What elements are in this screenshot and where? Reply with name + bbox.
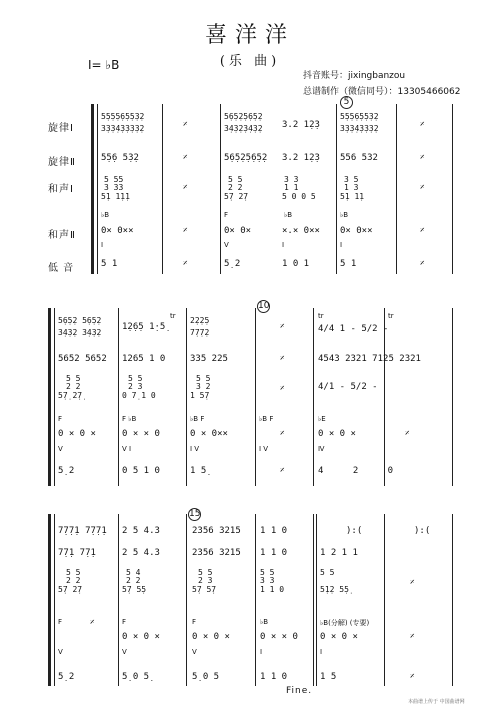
harmony-2-rhythm: 0 × × 0	[122, 429, 160, 439]
chord-symbol: F	[58, 618, 63, 626]
barline	[313, 308, 314, 486]
bass-notes: 5̣ 2	[224, 259, 241, 269]
melody-1-rest: ):(	[346, 526, 363, 536]
harmony-1-mid: 1 3	[344, 183, 359, 192]
repeat-sign: 𝄎	[410, 632, 415, 642]
repeat-sign: 𝄎	[280, 429, 285, 439]
harmony-1-top: 5 5	[66, 568, 81, 577]
system-bracket	[48, 308, 51, 486]
barline	[452, 104, 453, 274]
repeat-sign: 𝄎	[280, 466, 285, 476]
melody-2: 1 1 0	[260, 548, 288, 558]
harmony-1-bottom: 5̣7 5̣7	[192, 585, 217, 594]
roman-numeral: V	[58, 445, 63, 453]
harmony-1-bottom: 5̣7̣ 2̣7̣	[58, 391, 83, 400]
melody-2: 3.2 1̣2̣3	[282, 153, 320, 163]
melody-2: 5̣5̣6 5̣3̣2	[101, 153, 139, 163]
harmony-1-top: 5 5	[128, 374, 143, 383]
watermark: 本曲谱上传于 中国曲谱网	[408, 699, 465, 705]
harmony-1-top: 5 5	[196, 374, 211, 383]
harmony-2-rhythm: 0 × 0 ×	[122, 632, 160, 642]
chord-symbol: F ♭B	[122, 415, 137, 423]
melody-1: 3.2 1̣2̣3	[282, 120, 320, 130]
chord-symbol: F	[192, 618, 197, 626]
melody-2: 1265 1 0	[122, 354, 166, 364]
melody-1-upper: 5̣5̣5̣5̣6̣5̣5̣3̣2	[101, 112, 145, 121]
roman-numeral: I V	[190, 445, 200, 453]
melody-2: 5652 5652	[58, 354, 107, 364]
melody-1: 2 5 4.3	[122, 526, 160, 536]
bass-notes: 5̣ 2	[58, 466, 75, 476]
roman-numeral: V	[192, 648, 197, 656]
key-signature: I= ♭B	[88, 58, 120, 72]
harmony-1-bottom: 5̣1̣2 5̣5̣	[320, 585, 349, 594]
harmony-1-top: 5 5	[198, 568, 213, 577]
melody-1: 2356 3215	[192, 526, 241, 536]
roman-numeral: I	[282, 241, 285, 249]
melody-2: 556 532	[340, 153, 378, 163]
barline	[255, 514, 256, 686]
chord-symbol: ♭B F	[190, 415, 205, 423]
harmony-1-bottom: 0 7̣ 1 0	[122, 391, 156, 400]
trill-mark: tr	[388, 312, 394, 320]
page-subtitle: (乐 曲)	[219, 54, 281, 69]
repeat-sign: 𝄎	[280, 322, 285, 332]
harmony-1-top: 5 5	[260, 568, 275, 577]
harmony-1-bottom: 5̣7 2̣7	[224, 192, 249, 201]
harmony-2-rhythm: 0 × 0 ×	[318, 429, 356, 439]
system-bracket	[91, 104, 94, 274]
melody-2: 2 5 4.3	[122, 548, 160, 558]
chord-symbol: ♭E	[318, 415, 326, 423]
harmony-1-top: 5 4	[126, 568, 141, 577]
melody-2: 7̣7̣1 7̣7̣1	[58, 548, 96, 558]
part-label-bass: 低 音	[48, 263, 75, 274]
bass-notes: 0 5 1 0	[122, 466, 160, 476]
system-bracket	[48, 514, 51, 686]
melody-1-upper: 5̣5̣5̣6̣5̣5̣3̣2	[340, 112, 379, 121]
repeat-sign: 𝄎	[405, 429, 410, 439]
roman-numeral: I	[260, 648, 263, 656]
repeat-sign: 𝄎	[183, 183, 188, 193]
bass-notes: 5̣ 0 5	[192, 672, 220, 682]
credit-author: 总谱制作（微信同号）：13305466062	[303, 87, 461, 97]
trill-mark: tr	[170, 312, 176, 320]
repeat-sign: 𝄎	[410, 578, 415, 588]
barline	[118, 514, 119, 686]
harmony-1-top: 5 5	[228, 175, 243, 184]
bass-notes: 1 0 1	[282, 259, 310, 269]
harmony-2-rhythm: 0 × 0 ×	[320, 632, 358, 642]
barline	[54, 514, 55, 686]
bass-notes: 5 1	[340, 259, 357, 269]
barline	[384, 308, 385, 486]
roman-numeral: Ⅳ	[318, 445, 325, 453]
harmony-2-rhythm: ×.× 0××	[282, 226, 320, 236]
bass-notes: 1 5̣	[190, 466, 207, 476]
roman-numeral: V I	[122, 445, 132, 453]
harmony-2-rhythm: 0 × 0××	[190, 429, 228, 439]
bass-notes: 1 5	[320, 672, 337, 682]
melody-1-upper: 5̣6̣5̣2̣5̣6̣5̣2	[224, 112, 263, 121]
roman-numeral: V	[122, 648, 127, 656]
harmony-2-rhythm: 0 × 0 ×	[192, 632, 230, 642]
barline	[255, 308, 256, 486]
harmony-2-rhythm: 0 × 0 ×	[58, 429, 96, 439]
repeat-sign: 𝄎	[420, 259, 425, 269]
roman-numeral: I	[101, 241, 104, 249]
barline	[97, 104, 98, 274]
melody-1: 7̣7̣7̣1 7̣7̣7̣1	[58, 526, 107, 536]
barline	[220, 104, 221, 274]
repeat-sign: 𝄎	[183, 153, 188, 163]
harmony-1-bottom: 5̣7 2̣7	[58, 585, 83, 594]
trill-mark: tr	[318, 312, 324, 320]
barline	[396, 104, 397, 274]
barline	[452, 514, 453, 686]
bass-notes: 4 2 0	[318, 466, 394, 476]
harmony-1-mid: 2 2	[126, 576, 141, 585]
credit-douyin: 抖音账号：jixingbanzou	[303, 71, 406, 81]
repeat-sign: 𝄎	[183, 120, 188, 130]
part-label-melody-2: 旋律Ⅱ	[48, 157, 76, 168]
bass-notes: 5̣ 2	[58, 672, 75, 682]
chord-symbol: F	[58, 415, 63, 423]
harmony-1: 4/1 - 5/2 -	[318, 382, 378, 392]
fine-marking: Fine.	[286, 686, 313, 696]
melody-2: 5̣6̣5̣2̣5̣6̣5̣2	[224, 153, 268, 163]
bass-notes: 5̣ 0 5̣	[122, 672, 150, 682]
melody-2: 335 225	[190, 354, 228, 364]
harmony-1-bottom: 5̣7 5̣5	[122, 585, 147, 594]
harmony-1-mid: 2 3	[128, 382, 143, 391]
barline	[186, 308, 187, 486]
harmony-1-top: 3 5	[344, 175, 359, 184]
melody-1-lower: 3̣4̣3̣2 3̣4̣3̣2	[58, 328, 102, 337]
melody-1: 1̣2̣6̣5 1̣·5̣	[122, 322, 166, 332]
repeat-sign: 𝄎	[420, 153, 425, 163]
melody-1-lower: 3̣3̣3̣4̣3̣3̣3̣3̣2	[101, 124, 145, 133]
harmony-1-bottom: 1 1 0	[260, 585, 285, 594]
melody-1-upper: 2̣2̣2̣5	[190, 316, 210, 325]
harmony-1-mid: 1 1	[284, 183, 299, 192]
harmony-1-mid: 2 2	[228, 183, 243, 192]
harmony-1-top: 5 5	[66, 374, 81, 383]
rehearsal-mark-5: 5	[340, 96, 353, 109]
barline	[316, 514, 317, 686]
repeat-sign: 𝄎	[183, 259, 188, 269]
bass-notes: 1 1 0	[260, 672, 288, 682]
harmony-1-top: 5 55	[104, 175, 124, 184]
melody-2: 2356 3215	[192, 548, 241, 558]
barline	[384, 514, 385, 686]
melody-1-rest: ):(	[414, 526, 431, 536]
harmony-1-mid: 3 3	[260, 576, 275, 585]
harmony-1-mid: 2 2	[66, 382, 81, 391]
chord-symbol: ♭B	[340, 211, 349, 219]
barline	[313, 514, 314, 686]
melody-1: 4/4 1 - 5/2 -	[318, 324, 389, 334]
rehearsal-mark-10: 10	[258, 301, 270, 311]
repeat-sign: 𝄎	[280, 354, 285, 364]
chord-symbol: ♭B	[284, 211, 293, 219]
chord-symbol: ♭B	[260, 618, 269, 626]
repeat-sign: 𝄎	[183, 226, 188, 236]
harmony-1-top: 5 5	[320, 568, 335, 577]
melody-1-lower: 7̣7̣7̣2	[190, 328, 210, 337]
part-label-harmony-1: 和声Ⅰ	[48, 184, 74, 195]
repeat-sign: 𝄎	[420, 120, 425, 130]
part-label-melody-1: 旋律Ⅰ	[48, 123, 74, 134]
harmony-1-mid: 3 2	[196, 382, 211, 391]
roman-numeral: I	[340, 241, 343, 249]
barline	[186, 514, 187, 686]
barline	[162, 104, 163, 274]
chord-symbol: ♭B F	[259, 415, 274, 423]
harmony-1-top: 3 3	[284, 175, 299, 184]
melody-1-upper: 5̣6̣5̣2 5̣6̣5̣2	[58, 316, 102, 325]
chord-symbol: ♭B	[101, 211, 110, 219]
roman-numeral: I V	[259, 445, 269, 453]
roman-numeral: I	[320, 648, 323, 656]
rehearsal-mark-15: 15	[189, 509, 201, 519]
barline	[54, 308, 55, 486]
bass-notes: 5 1	[101, 259, 118, 269]
harmony-1-bottom: 5̣1 1̣1̣1	[101, 192, 130, 201]
harmony-2-rhythm: 0× 0××	[340, 226, 373, 236]
harmony-2-rhythm: 0× 0××	[101, 226, 134, 236]
melody-1-lower: 3̣4̣3̣2̣3̣4̣3̣2	[224, 124, 263, 133]
repeat-sign: 𝄎	[280, 384, 285, 394]
harmony-1-bottom: 5 0 0 5	[282, 192, 316, 201]
repeat-sign: 𝄎	[410, 672, 415, 682]
harmony-2-rhythm: 0 × × 0	[260, 632, 298, 642]
barline	[452, 308, 453, 486]
harmony-1-mid: 2 2	[66, 576, 81, 585]
melody-1: 1 1 0	[260, 526, 288, 536]
barline	[336, 104, 337, 274]
melody-2: 1 2 1 1	[320, 548, 358, 558]
chord-symbol: ♭B(分解) (专要)	[320, 619, 370, 627]
roman-numeral: V	[58, 648, 63, 656]
barline	[118, 308, 119, 486]
harmony-1-mid: 3 33	[104, 183, 124, 192]
repeat-sign: 𝄎	[420, 226, 425, 236]
melody-2: 4543 2321 7125 2321	[318, 354, 421, 364]
part-label-harmony-2: 和声Ⅱ	[48, 230, 76, 241]
page-title: 喜洋洋	[204, 23, 295, 48]
harmony-1-bottom: 1 5̣7	[190, 391, 210, 400]
harmony-2-rhythm: 0× 0×	[224, 226, 252, 236]
repeat-sign: 𝄎	[90, 618, 95, 628]
chord-symbol: F	[122, 618, 127, 626]
harmony-1-bottom: 5̣1 1̣1	[340, 192, 365, 201]
roman-numeral: V	[224, 241, 229, 249]
chord-symbol: F	[224, 211, 229, 219]
harmony-1-mid: 2 3	[198, 576, 213, 585]
melody-1-lower: 3̣3̣3̣4̣3̣3̣3̣2	[340, 124, 379, 133]
repeat-sign: 𝄎	[420, 183, 425, 193]
